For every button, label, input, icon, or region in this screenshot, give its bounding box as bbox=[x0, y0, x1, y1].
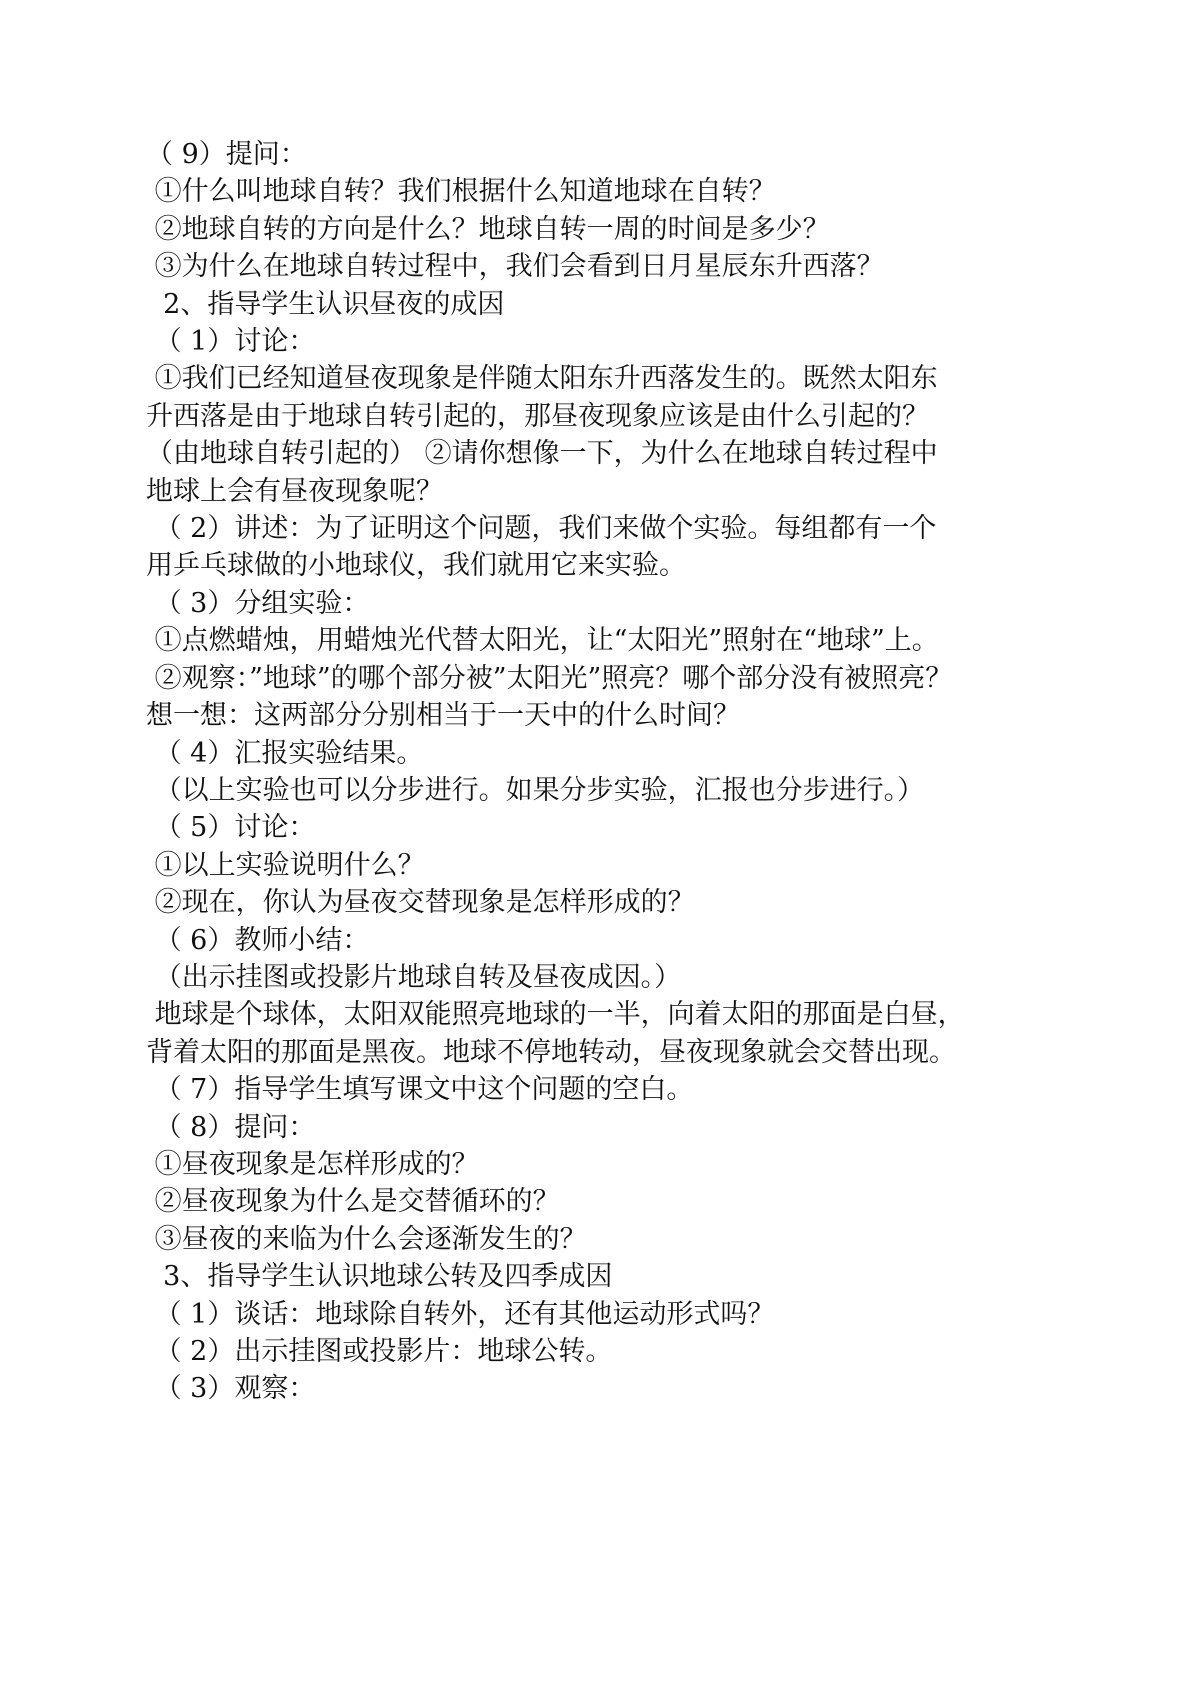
text-line: 地球是个球体，太阳双能照亮地球的一半，向着太阳的那面是白昼， bbox=[146, 999, 965, 1031]
text-line: ①点燃蜡烛，用蜡烛光代替太阳光，让“太阳光”照射在“地球”上。 bbox=[146, 625, 939, 657]
text-line: （ 7）指导学生填写课文中这个问题的空白。 bbox=[146, 1074, 694, 1106]
text-line: （ 2）出示挂图或投影片：地球公转。 bbox=[146, 1336, 613, 1367]
text-line: 地球上会有昼夜现象呢？ bbox=[146, 475, 443, 507]
text-line: 想一想：这两部分分别相当于一天中的什么时间？ bbox=[146, 700, 740, 732]
section-heading: 2、指导学生认识昼夜的成因 bbox=[146, 288, 505, 320]
text-line: （ 6）教师小结： bbox=[146, 924, 370, 956]
text-line: 背着太阳的那面是黑夜。地球不停地转动，昼夜现象就会交替出现。 bbox=[146, 1036, 956, 1068]
text-line: （由地球自转引起的） ②请你想像一下，为什么在地球自转过程中 bbox=[146, 438, 938, 470]
text-line: （ 2）讲述：为了证明这个问题，我们来做个实验。每组都有一个 bbox=[146, 513, 937, 545]
text-line: （ 8）提问： bbox=[146, 1111, 316, 1143]
text-line: 升西落是由于地球自转引起的，那昼夜现象应该是由什么引起的？ bbox=[146, 400, 929, 432]
text-line: 用乒乓球做的小地球仪，我们就用它来实验。 bbox=[146, 550, 686, 582]
text-line: ②昼夜现象为什么是交替循环的？ bbox=[146, 1186, 560, 1218]
text-line: ②地球自转的方向是什么？地球自转一周的时间是多少？ bbox=[146, 213, 830, 245]
text-line: （ 3）观察： bbox=[146, 1373, 316, 1405]
document-body bbox=[146, 136, 1086, 1408]
text-line: （ 1）谈话：地球除自转外，还有其他运动形式吗？ bbox=[146, 1298, 775, 1330]
text-line: （ 9）提问： bbox=[146, 139, 307, 170]
section-heading: 3、指导学生认识地球公转及四季成因 bbox=[146, 1261, 613, 1293]
text-line: ①以上实验说明什么？ bbox=[146, 849, 425, 881]
text-line: ①什么叫地球自转？我们根据什么知道地球在自转？ bbox=[146, 176, 776, 208]
text-line: ②现在，你认为昼夜交替现象是怎样形成的？ bbox=[146, 887, 695, 919]
text-line: （ 5）讨论： bbox=[146, 812, 316, 844]
text-line: ②观察：”地球”的哪个部分被”太阳光”照亮？哪个部分没有被照亮？ bbox=[146, 662, 953, 694]
text-line: （出示挂图或投影片地球自转及昼夜成因。） bbox=[146, 961, 682, 993]
text-line: （ 3）分组实验： bbox=[146, 587, 370, 619]
text-line: ①昼夜现象是怎样形成的？ bbox=[146, 1148, 479, 1180]
text-line: （以上实验也可以分步进行。如果分步实验，汇报也分步进行。） bbox=[146, 774, 925, 806]
text-line: ③为什么在地球自转过程中，我们会看到日月星辰东升西落？ bbox=[146, 251, 884, 283]
text-line: （ 1）讨论： bbox=[146, 326, 316, 358]
text-line: ①我们已经知道昼夜现象是伴随太阳东升西落发生的。既然太阳东 bbox=[146, 363, 938, 395]
text-line: （ 4）汇报实验结果。 bbox=[146, 737, 424, 769]
text-line: ③昼夜的来临为什么会逐渐发生的？ bbox=[146, 1223, 587, 1255]
